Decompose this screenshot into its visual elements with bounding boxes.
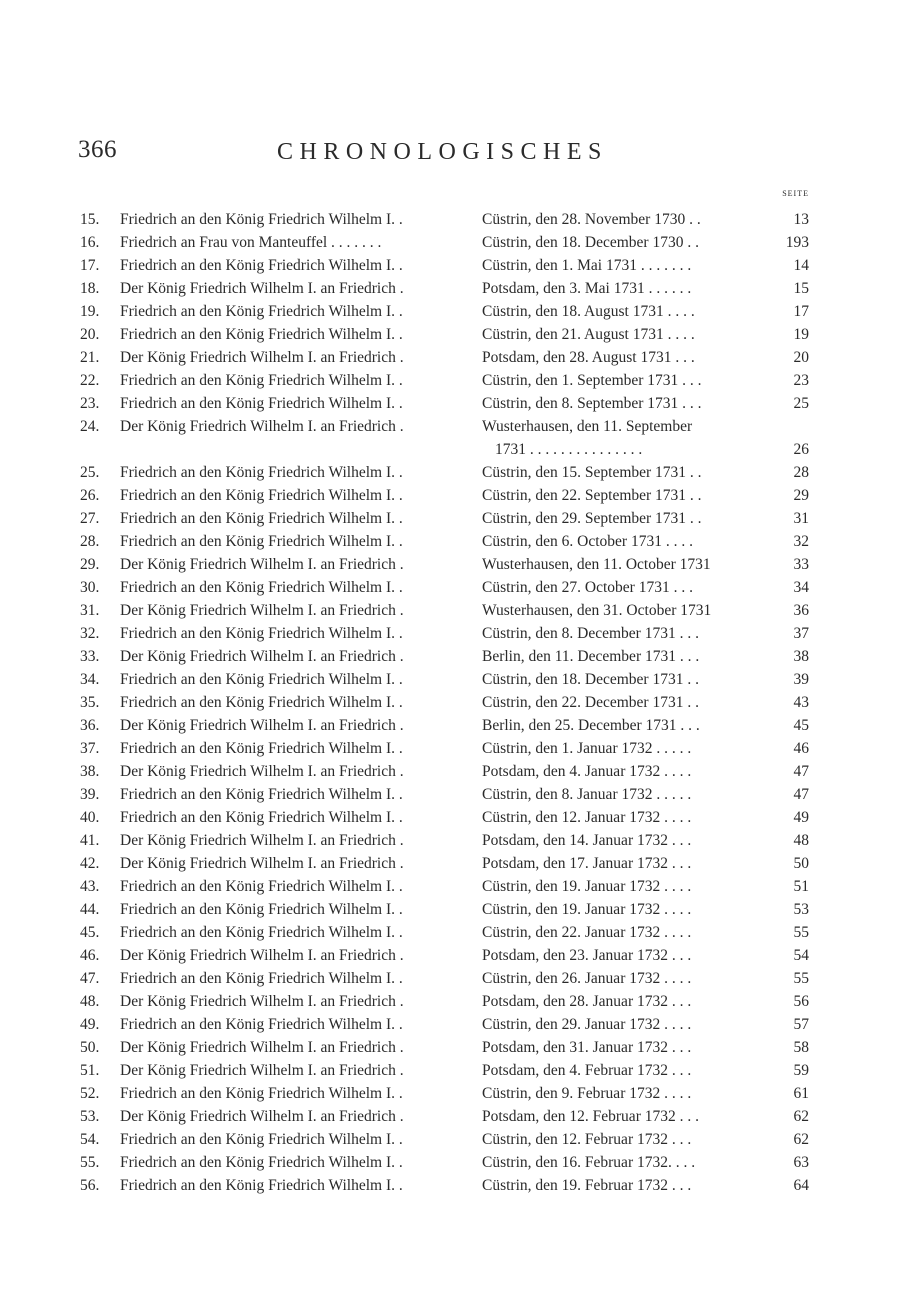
entry-place-date: Potsdam, den 17. Januar 1732 . . . xyxy=(482,855,692,872)
entry-number: 37. xyxy=(80,740,100,757)
entry-number: 48. xyxy=(80,993,100,1010)
entry-correspondents: Friedrich an den König Friedrich Wilhelm I. . xyxy=(120,694,403,711)
entry-page-number: 61 xyxy=(793,1085,809,1102)
entry-page-number: 51 xyxy=(793,878,809,895)
entry-number: 47. xyxy=(80,970,100,987)
entry-place-date: Cüstrin, den 15. September 1731 . . xyxy=(482,464,702,481)
entry-page-number: 47 xyxy=(793,786,809,803)
entry-place-date: Cüstrin, den 28. November 1730 . . xyxy=(482,211,701,228)
entry-correspondents: Friedrich an den König Friedrich Wilhelm I. . xyxy=(120,395,403,412)
chronology-entry xyxy=(0,622,900,645)
entry-page-number: 193 xyxy=(785,234,809,251)
entry-place-date: Cüstrin, den 18. December 1731 . . xyxy=(482,671,699,688)
entry-correspondents: Friedrich an den König Friedrich Wilhelm I. . xyxy=(120,1131,403,1148)
entry-number: 26. xyxy=(80,487,100,504)
entry-number: 27. xyxy=(80,510,100,527)
entry-correspondents: Friedrich an Frau von Manteuffel . . . . . . . xyxy=(120,234,382,251)
page-number: 366 xyxy=(78,136,117,163)
chronology-entry xyxy=(0,829,900,852)
entry-correspondents: Der König Friedrich Wilhelm I. an Friedrich . xyxy=(120,648,404,665)
entry-place-date: Wusterhausen, den 11. September xyxy=(482,418,693,435)
entry-correspondents: Der König Friedrich Wilhelm I. an Friedrich . xyxy=(120,993,404,1010)
entry-page-number: 56 xyxy=(793,993,809,1010)
entry-place-date: Potsdam, den 23. Januar 1732 . . . xyxy=(482,947,692,964)
entry-correspondents: Friedrich an den König Friedrich Wilhelm I. . xyxy=(120,510,403,527)
entry-page-number: 20 xyxy=(793,349,809,366)
entry-number: 44. xyxy=(80,901,100,918)
chronology-entry xyxy=(0,599,900,622)
chronology-entry xyxy=(0,875,900,898)
entry-number: 29. xyxy=(80,556,100,573)
entry-place-date-continued: 1731 . . . . . . . . . . . . . . . xyxy=(495,441,643,458)
entry-place-date: Potsdam, den 31. Januar 1732 . . . xyxy=(482,1039,692,1056)
entry-correspondents: Friedrich an den König Friedrich Wilhelm I. . xyxy=(120,625,403,642)
entry-number: 33. xyxy=(80,648,100,665)
entry-page-number: 29 xyxy=(793,487,809,504)
entry-correspondents: Der König Friedrich Wilhelm I. an Friedrich . xyxy=(120,717,404,734)
entry-place-date: Potsdam, den 12. Februar 1732 . . . xyxy=(482,1108,699,1125)
entry-page-number: 62 xyxy=(793,1131,809,1148)
chronology-entry xyxy=(0,530,900,553)
entry-place-date: Cüstrin, den 19. Januar 1732 . . . . xyxy=(482,878,692,895)
entry-place-date: Cüstrin, den 22. December 1731 . . xyxy=(482,694,699,711)
entry-number: 35. xyxy=(80,694,100,711)
entry-place-date: Cüstrin, den 19. Januar 1732 . . . . xyxy=(482,901,692,918)
entry-page-number: 14 xyxy=(793,257,809,274)
chronology-entry xyxy=(0,921,900,944)
chronology-entry xyxy=(0,1105,900,1128)
entry-number: 55. xyxy=(80,1154,100,1171)
page-column-label: SEITE xyxy=(782,189,809,198)
entry-place-date: Cüstrin, den 22. September 1731 . . xyxy=(482,487,702,504)
entry-number: 39. xyxy=(80,786,100,803)
entry-correspondents: Der König Friedrich Wilhelm I. an Friedrich . xyxy=(120,855,404,872)
entry-number: 19. xyxy=(80,303,100,320)
entry-correspondents: Friedrich an den König Friedrich Wilhelm I. . xyxy=(120,1016,403,1033)
entry-number: 40. xyxy=(80,809,100,826)
entry-place-date: Potsdam, den 28. Januar 1732 . . . xyxy=(482,993,692,1010)
entry-correspondents: Der König Friedrich Wilhelm I. an Friedrich . xyxy=(120,832,404,849)
entry-correspondents: Friedrich an den König Friedrich Wilhelm I. . xyxy=(120,326,403,343)
entry-number: 30. xyxy=(80,579,100,596)
entry-place-date: Cüstrin, den 6. October 1731 . . . . xyxy=(482,533,693,550)
chronology-entry xyxy=(0,576,900,599)
entry-correspondents: Der König Friedrich Wilhelm I. an Friedrich . xyxy=(120,1108,404,1125)
entry-page-number: 37 xyxy=(793,625,809,642)
chronology-entry xyxy=(0,668,900,691)
entry-place-date: Cüstrin, den 26. Januar 1732 . . . . xyxy=(482,970,692,987)
entry-page-number: 36 xyxy=(793,602,809,619)
entry-number: 41. xyxy=(80,832,100,849)
entry-place-date: Berlin, den 11. December 1731 . . . xyxy=(482,648,700,665)
entry-page-number: 15 xyxy=(793,280,809,297)
chronology-entry xyxy=(0,277,900,300)
entry-page-number: 58 xyxy=(793,1039,809,1056)
entry-page-number: 55 xyxy=(793,970,809,987)
entry-place-date: Cüstrin, den 18. December 1730 . . xyxy=(482,234,699,251)
entry-number: 21. xyxy=(80,349,100,366)
entry-page-number: 31 xyxy=(793,510,809,527)
entry-place-date: Cüstrin, den 18. August 1731 . . . . xyxy=(482,303,695,320)
entry-number: 15. xyxy=(80,211,100,228)
entry-correspondents: Friedrich an den König Friedrich Wilhelm I. . xyxy=(120,878,403,895)
entry-place-date: Wusterhausen, den 11. October 1731 xyxy=(482,556,711,573)
entry-number: 32. xyxy=(80,625,100,642)
entry-number: 34. xyxy=(80,671,100,688)
entry-place-date: Cüstrin, den 29. Januar 1732 . . . . xyxy=(482,1016,692,1033)
chronology-entry xyxy=(0,806,900,829)
entry-page-number: 32 xyxy=(793,533,809,550)
entry-place-date: Cüstrin, den 12. Februar 1732 . . . xyxy=(482,1131,692,1148)
entry-correspondents: Friedrich an den König Friedrich Wilhelm I. . xyxy=(120,924,403,941)
entry-correspondents: Der König Friedrich Wilhelm I. an Friedrich . xyxy=(120,602,404,619)
entry-page-number: 49 xyxy=(793,809,809,826)
entry-place-date: Wusterhausen, den 31. October 1731 xyxy=(482,602,712,619)
entry-place-date: Berlin, den 25. December 1731 . . . xyxy=(482,717,700,734)
entry-correspondents: Friedrich an den König Friedrich Wilhelm I. . xyxy=(120,740,403,757)
entry-correspondents: Der König Friedrich Wilhelm I. an Friedrich . xyxy=(120,1039,404,1056)
entry-page-number: 45 xyxy=(793,717,809,734)
entry-correspondents: Der König Friedrich Wilhelm I. an Friedrich . xyxy=(120,349,404,366)
chronology-entry xyxy=(0,484,900,507)
entry-page-number: 50 xyxy=(793,855,809,872)
entry-correspondents: Friedrich an den König Friedrich Wilhelm I. . xyxy=(120,901,403,918)
entry-number: 43. xyxy=(80,878,100,895)
entry-page-number: 13 xyxy=(793,211,809,228)
entry-page-number: 54 xyxy=(793,947,809,964)
entry-number: 16. xyxy=(80,234,100,251)
entry-number: 22. xyxy=(80,372,100,389)
entry-place-date: Cüstrin, den 29. September 1731 . . xyxy=(482,510,702,527)
chronology-entry xyxy=(0,1174,900,1197)
chronology-entry xyxy=(0,898,900,921)
chronology-list xyxy=(0,208,900,1197)
entry-page-number: 39 xyxy=(793,671,809,688)
entry-place-date: Cüstrin, den 9. Februar 1732 . . . . xyxy=(482,1085,692,1102)
entry-number: 36. xyxy=(80,717,100,734)
entry-correspondents: Friedrich an den König Friedrich Wilhelm I. . xyxy=(120,257,403,274)
entry-page-number: 33 xyxy=(793,556,809,573)
chronology-entry xyxy=(0,990,900,1013)
entry-place-date: Potsdam, den 4. Januar 1732 . . . . xyxy=(482,763,692,780)
entry-number: 24. xyxy=(80,418,100,435)
entry-place-date: Cüstrin, den 1. Mai 1731 . . . . . . . xyxy=(482,257,692,274)
entry-correspondents: Friedrich an den König Friedrich Wilhelm I. . xyxy=(120,487,403,504)
entry-page-number: 17 xyxy=(793,303,809,320)
entry-correspondents: Friedrich an den König Friedrich Wilhelm I. . xyxy=(120,671,403,688)
chronology-entry xyxy=(0,1036,900,1059)
chronology-entry xyxy=(0,1059,900,1082)
entry-place-date: Cüstrin, den 21. August 1731 . . . . xyxy=(482,326,695,343)
entry-place-date: Cüstrin, den 1. September 1731 . . . xyxy=(482,372,702,389)
entry-page-number: 25 xyxy=(793,395,809,412)
entry-page-number: 63 xyxy=(793,1154,809,1171)
chronology-entry xyxy=(0,507,900,530)
entry-page-number: 43 xyxy=(793,694,809,711)
entry-correspondents: Friedrich an den König Friedrich Wilhelm I. . xyxy=(120,1085,403,1102)
entry-correspondents: Der König Friedrich Wilhelm I. an Friedrich . xyxy=(120,556,404,573)
entry-number: 45. xyxy=(80,924,100,941)
entry-place-date: Cüstrin, den 27. October 1731 . . . xyxy=(482,579,693,596)
chronology-entry xyxy=(0,1082,900,1105)
entry-correspondents: Friedrich an den König Friedrich Wilhelm I. . xyxy=(120,1177,403,1194)
entry-place-date: Cüstrin, den 8. September 1731 . . . xyxy=(482,395,702,412)
entry-place-date: Potsdam, den 4. Februar 1732 . . . xyxy=(482,1062,692,1079)
entry-correspondents: Friedrich an den König Friedrich Wilhelm I. . xyxy=(120,786,403,803)
entry-place-date: Cüstrin, den 19. Februar 1732 . . . xyxy=(482,1177,692,1194)
page-title: CHRONOLOGISCHES xyxy=(277,139,608,165)
entry-number: 51. xyxy=(80,1062,100,1079)
chronology-entry xyxy=(0,254,900,277)
entry-place-date: Cüstrin, den 8. December 1731 . . . xyxy=(482,625,699,642)
entry-page-number: 64 xyxy=(793,1177,809,1194)
chronology-entry xyxy=(0,369,900,392)
entry-page-number: 47 xyxy=(793,763,809,780)
chronology-entry xyxy=(0,737,900,760)
chronology-entry xyxy=(0,346,900,369)
entry-page-number: 59 xyxy=(793,1062,809,1079)
entry-correspondents: Friedrich an den König Friedrich Wilhelm I. . xyxy=(120,1154,403,1171)
entry-place-date: Cüstrin, den 16. Februar 1732. . . . xyxy=(482,1154,696,1171)
entry-place-date: Potsdam, den 14. Januar 1732 . . . xyxy=(482,832,692,849)
entry-number: 56. xyxy=(80,1177,100,1194)
entry-correspondents: Der König Friedrich Wilhelm I. an Friedrich . xyxy=(120,280,404,297)
chronology-entry xyxy=(0,1128,900,1151)
chronology-entry xyxy=(0,300,900,323)
chronology-entry xyxy=(0,1151,900,1174)
chronology-entry xyxy=(0,1013,900,1036)
chronology-entry xyxy=(0,415,900,461)
entry-number: 25. xyxy=(80,464,100,481)
entry-page-number: 26 xyxy=(793,441,809,458)
entry-correspondents: Der König Friedrich Wilhelm I. an Friedrich . xyxy=(120,947,404,964)
entry-correspondents: Friedrich an den König Friedrich Wilhelm I. . xyxy=(120,970,403,987)
entry-number: 38. xyxy=(80,763,100,780)
entry-page-number: 57 xyxy=(793,1016,809,1033)
chronology-entry xyxy=(0,231,900,254)
chronology-entry xyxy=(0,691,900,714)
chronology-entry xyxy=(0,714,900,737)
entry-correspondents: Der König Friedrich Wilhelm I. an Friedrich . xyxy=(120,1062,404,1079)
entry-page-number: 62 xyxy=(793,1108,809,1125)
entry-page-number: 34 xyxy=(793,579,809,596)
chronology-entry xyxy=(0,461,900,484)
entry-correspondents: Friedrich an den König Friedrich Wilhelm I. . xyxy=(120,533,403,550)
entry-place-date: Cüstrin, den 12. Januar 1732 . . . . xyxy=(482,809,692,826)
entry-correspondents: Der König Friedrich Wilhelm I. an Friedrich . xyxy=(120,763,404,780)
entry-number: 31. xyxy=(80,602,100,619)
chronology-entry xyxy=(0,852,900,875)
entry-number: 50. xyxy=(80,1039,100,1056)
entry-number: 28. xyxy=(80,533,100,550)
chronology-entry xyxy=(0,967,900,990)
entry-place-date: Cüstrin, den 22. Januar 1732 . . . . xyxy=(482,924,692,941)
entry-number: 52. xyxy=(80,1085,100,1102)
entry-number: 18. xyxy=(80,280,100,297)
entry-page-number: 46 xyxy=(793,740,809,757)
chronology-entry xyxy=(0,392,900,415)
entry-number: 23. xyxy=(80,395,100,412)
entry-page-number: 23 xyxy=(793,372,809,389)
chronology-entry xyxy=(0,323,900,346)
entry-number: 42. xyxy=(80,855,100,872)
entry-page-number: 38 xyxy=(793,648,809,665)
entry-correspondents: Friedrich an den König Friedrich Wilhelm I. . xyxy=(120,372,403,389)
entry-number: 53. xyxy=(80,1108,100,1125)
entry-correspondents: Friedrich an den König Friedrich Wilhelm I. . xyxy=(120,809,403,826)
entry-number: 46. xyxy=(80,947,100,964)
entry-correspondents: Friedrich an den König Friedrich Wilhelm I. . xyxy=(120,211,403,228)
entry-number: 17. xyxy=(80,257,100,274)
chronology-entry xyxy=(0,783,900,806)
entry-place-date: Cüstrin, den 1. Januar 1732 . . . . . xyxy=(482,740,692,757)
entry-number: 20. xyxy=(80,326,100,343)
chronology-entry xyxy=(0,208,900,231)
entry-place-date: Potsdam, den 3. Mai 1731 . . . . . . xyxy=(482,280,692,297)
entry-number: 54. xyxy=(80,1131,100,1148)
entry-place-date: Cüstrin, den 8. Januar 1732 . . . . . xyxy=(482,786,692,803)
chronology-entry xyxy=(0,760,900,783)
entry-page-number: 53 xyxy=(793,901,809,918)
entry-number: 49. xyxy=(80,1016,100,1033)
chronology-entry xyxy=(0,944,900,967)
chronology-entry xyxy=(0,645,900,668)
entry-correspondents: Friedrich an den König Friedrich Wilhelm I. . xyxy=(120,303,403,320)
entry-place-date: Potsdam, den 28. August 1731 . . . xyxy=(482,349,695,366)
entry-correspondents: Der König Friedrich Wilhelm I. an Friedrich . xyxy=(120,418,404,435)
entry-page-number: 55 xyxy=(793,924,809,941)
entry-correspondents: Friedrich an den König Friedrich Wilhelm I. . xyxy=(120,579,403,596)
chronology-entry xyxy=(0,553,900,576)
entry-page-number: 19 xyxy=(793,326,809,343)
entry-page-number: 48 xyxy=(793,832,809,849)
entry-correspondents: Friedrich an den König Friedrich Wilhelm I. . xyxy=(120,464,403,481)
entry-page-number: 28 xyxy=(793,464,809,481)
